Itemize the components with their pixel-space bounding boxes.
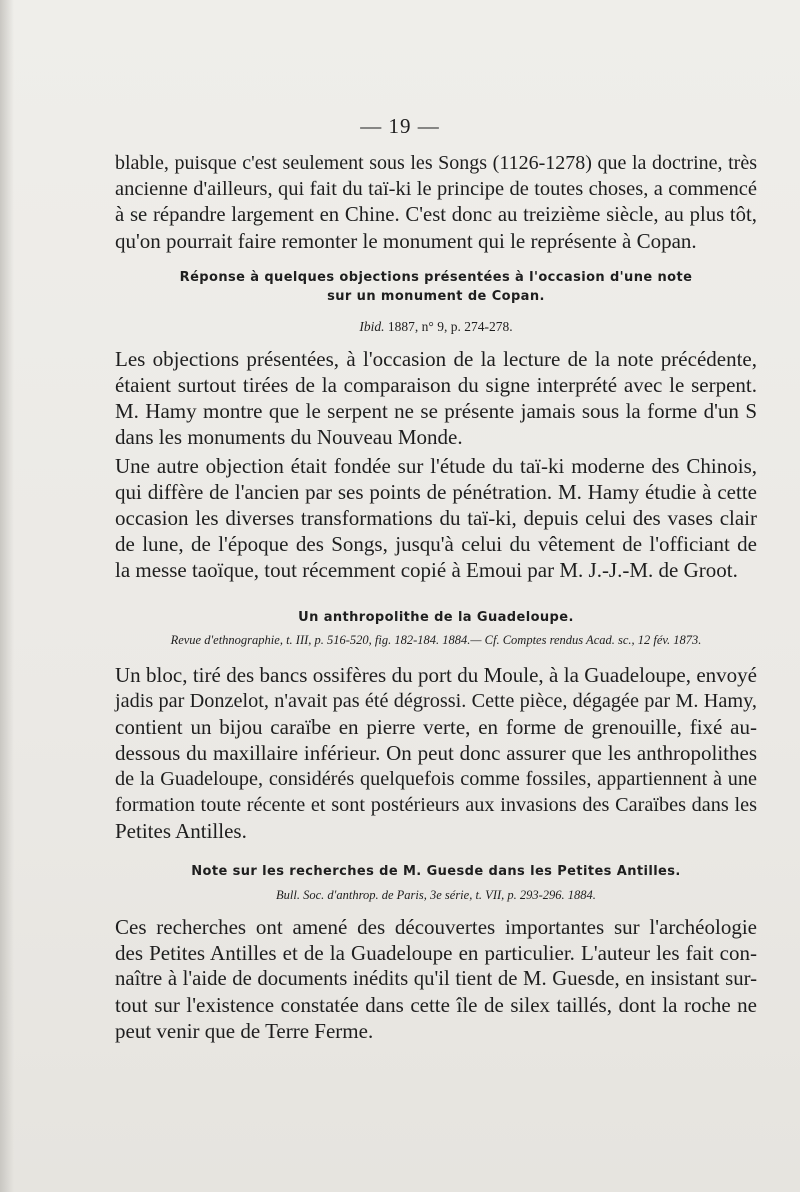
text-line: contient un bijou caraïbe en pierre verte, en forme de grenouille, fixé au- <box>115 715 757 739</box>
text-line: ancienne d'ailleurs, qui fait du taï-ki le principe de toutes choses, a commencé <box>115 178 757 200</box>
text-line: Petites Antilles. <box>115 819 247 843</box>
section-heading-line: Réponse à quelques objections présentées à l'occasion d'une note <box>179 270 693 285</box>
intro-paragraph <box>115 150 757 254</box>
section-reference: Revue d'ethnographie, t. III, p. 516-520, fig. 182-184. 1884.— Cf. Comptes rendus Acad. sc., 12 fév. 1873. <box>170 633 702 647</box>
text-line: de lune, de l'époque des Songs, jusqu'à celui du vêtement de l'officiant de <box>115 532 757 556</box>
text-line: des Petites Antilles et de la Guadeloupe en particulier. L'auteur les fait con- <box>115 941 757 965</box>
text-line: formation toute récente et sont postérieurs aux invasions des Caraïbes dans les <box>115 794 757 816</box>
text-line: à se répandre largement en Chine. C'est donc au treizième siècle, au plus tôt, <box>115 204 757 226</box>
text-line: Les objections présentées, à l'occasion de la lecture de la note précédente, <box>115 347 757 371</box>
text-line: la messe taoïque, tout récemment copié à Emoui par M. J.-J.-M. de Groot. <box>115 558 738 582</box>
section-heading-line: sur un monument de Copan. <box>327 289 545 304</box>
section-heading <box>115 610 757 625</box>
text-line: tout sur l'existence constatée dans cette île de silex taillés, dont la roche ne <box>115 993 757 1017</box>
text-line: peut venir que de Terre Ferme. <box>115 1019 374 1043</box>
section-heading-line: Note sur les recherches de M. Guesde dans les Petites Antilles. <box>191 864 681 879</box>
page-number: — 19 — <box>360 114 440 138</box>
section-heading-line: Un anthropolithe de la Guadeloupe. <box>298 610 574 625</box>
page-edge-shadow <box>0 0 14 1192</box>
section-heading <box>115 864 757 879</box>
reference-details: 1887, n° 9, p. 274-278. <box>384 319 513 334</box>
text-line: M. Hamy montre que le serpent ne se présente jamais sous la forme d'un S <box>115 399 757 423</box>
reference-ibid: Ibid. <box>359 319 385 334</box>
section1-paragraph2 <box>115 453 757 583</box>
section1-paragraph1 <box>115 346 757 450</box>
text-line: Ces recherches ont amené des découvertes importantes sur l'archéologie <box>115 915 757 939</box>
text-line: de la Guadeloupe, considérés quelquefois comme fossiles, appartiennent à une <box>115 768 757 790</box>
section3-paragraph <box>115 914 757 1044</box>
text-line: qui diffère de l'ancien par ses points de pénétration. M. Hamy étudie à cette <box>115 480 757 504</box>
section-heading <box>115 270 757 304</box>
text-line: occasion les diverses transformations du taï-ki, depuis celui des vases clair <box>115 506 757 530</box>
text-line: naître à l'aide de documents inédits qu'il tient de M. Guesde, en insistant sur- <box>115 968 757 990</box>
text-line: dessous du maxillaire inférieur. On peut donc assurer que les anthropolithes <box>115 741 757 765</box>
section-reference <box>115 319 757 335</box>
text-line: blable, puisque c'est seulement sous les Songs (1126-1278) que la doctrine, très <box>115 152 757 174</box>
text-line: jadis par Donzelot, n'avait pas été dégrossi. Cette pièce, dégagée par M. Hamy, <box>115 690 757 712</box>
text-line: Un bloc, tiré des bancs ossifères du port du Moule, à la Guadeloupe, envoyé <box>115 663 757 687</box>
section-reference: Bull. Soc. d'anthrop. de Paris, 3e série, t. VII, p. 293-296. 1884. <box>276 888 596 902</box>
text-line: étaient surtout tirées de la comparaison du signe interprété avec le serpent. <box>115 373 757 397</box>
text-line: qu'on pourrait faire remonter le monument qui le représente à Copan. <box>115 229 697 253</box>
text-line: Une autre objection était fondée sur l'étude du taï-ki moderne des Chinois, <box>115 454 757 478</box>
text-line: dans les monuments du Nouveau Monde. <box>115 425 463 449</box>
section2-paragraph <box>115 662 757 844</box>
